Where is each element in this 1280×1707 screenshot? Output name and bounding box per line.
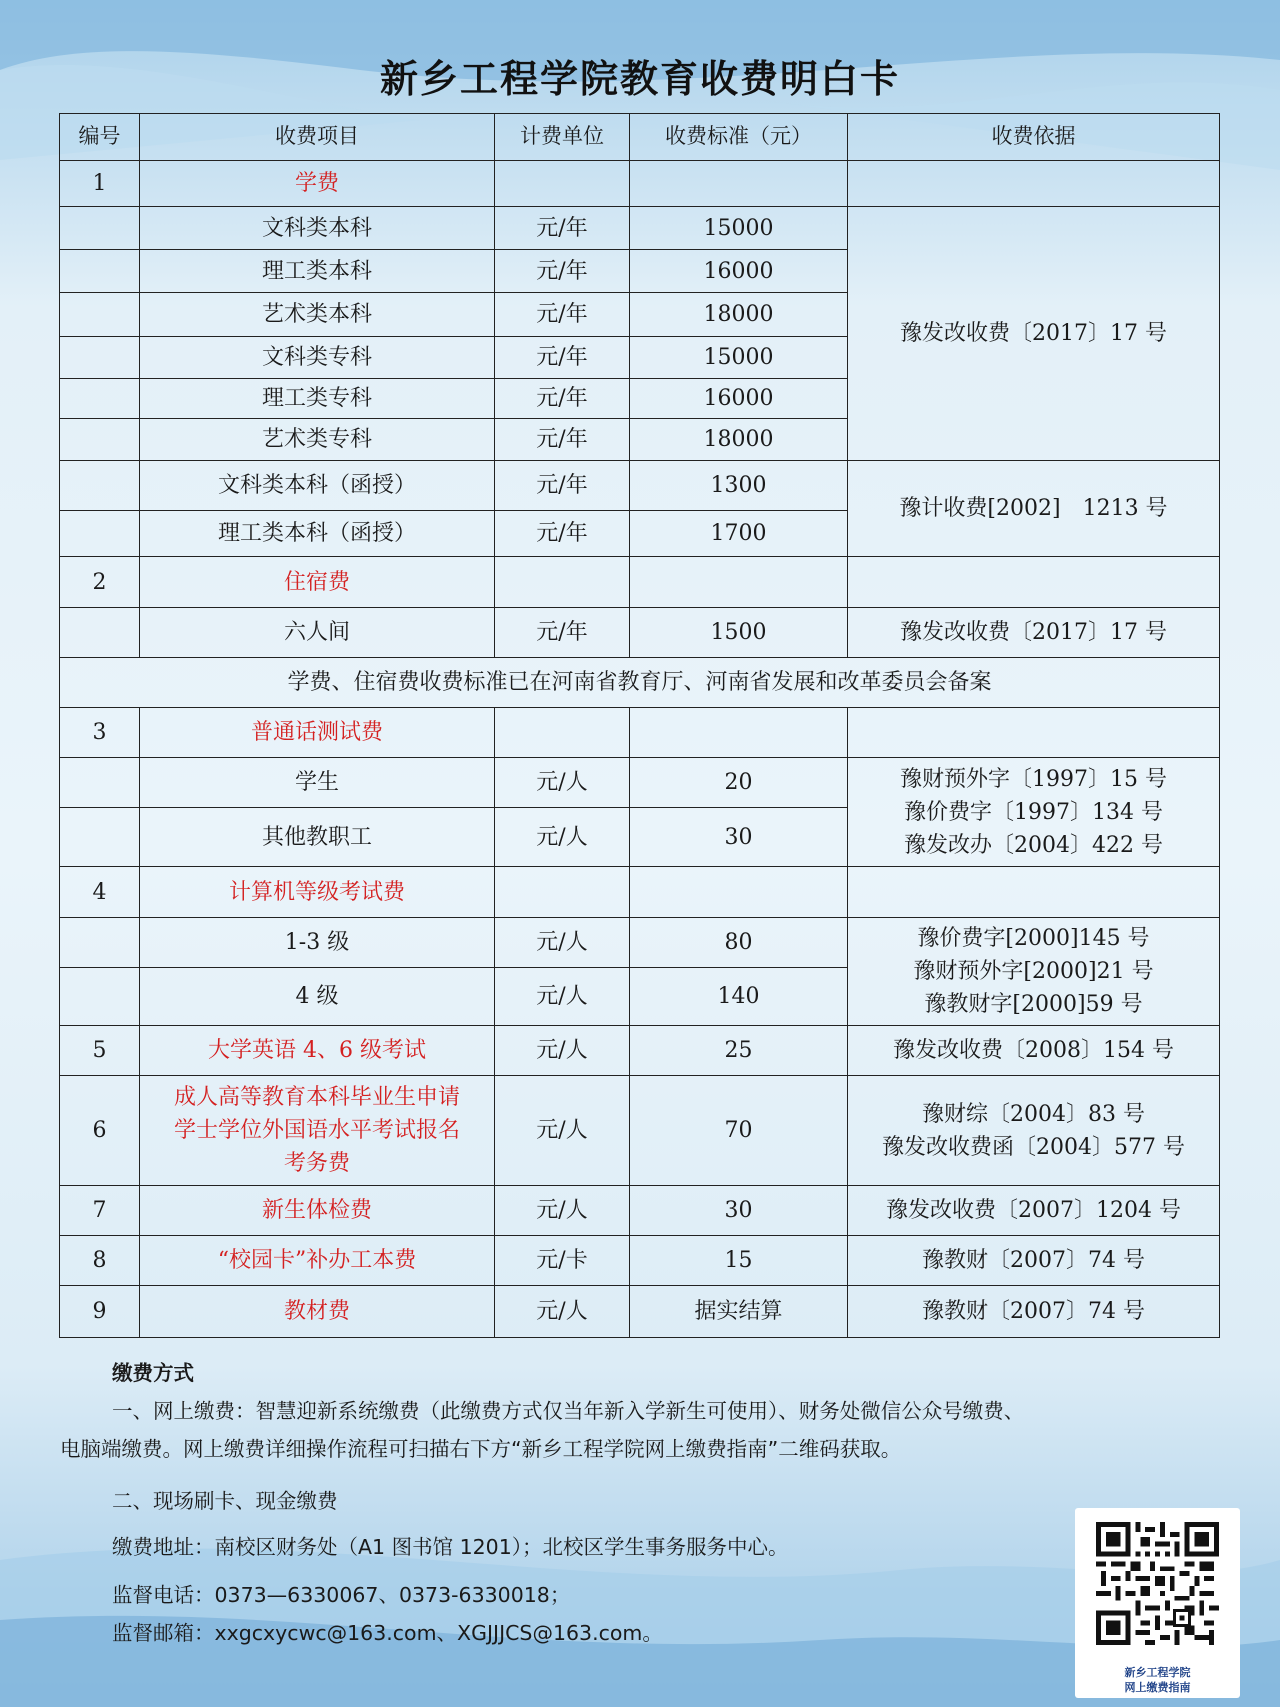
fee-basis: 豫价费字[2000]145 号 豫财预外字[2000]21 号 豫教财字[2000]59 号 (848, 918, 1220, 1026)
fee-item: 学生 (140, 758, 495, 808)
fee-table (59, 113, 1220, 1338)
category-accommodation: 住宿费 (140, 557, 495, 608)
qr-code-icon (1096, 1522, 1219, 1645)
fee-amount: 1300 (630, 461, 848, 511)
fee-amount: 140 (630, 968, 848, 1026)
row-number: 8 (60, 1236, 140, 1286)
table-row-campus-card (60, 1236, 1220, 1286)
fee-amount: 1500 (630, 608, 848, 658)
fee-item: 大学英语 4、6 级考试 (140, 1026, 495, 1076)
fee-item: 文科类本科（函授） (140, 461, 495, 511)
fee-item: 理工类本科 (140, 250, 495, 293)
fee-basis: 豫财预外字〔1997〕15 号 豫价费字〔1997〕134 号 豫发改办〔2004〕422 号 (848, 758, 1220, 867)
payment-address: 缴费地址：南校区财务处（A1 图书馆 1201）；北校区学生事务服务中心。 (112, 1535, 789, 1559)
fee-amount: 16000 (630, 250, 848, 293)
fee-item: 文科类专科 (140, 337, 495, 379)
fee-amount: 18000 (630, 293, 848, 337)
supervision-email: 监督邮箱：xxgcxycwc@163.com、XGJJJCS@163.com。 (112, 1621, 663, 1645)
fee-basis: 豫教财〔2007〕74 号 (848, 1236, 1220, 1286)
fee-amount: 70 (630, 1076, 848, 1186)
fee-item: 4 级 (140, 968, 495, 1026)
header-number: 编号 (60, 114, 140, 161)
table-header-row (60, 114, 1220, 161)
fee-amount: 30 (630, 1186, 848, 1236)
fee-basis: 豫发改收费〔2017〕17 号 (848, 608, 1220, 658)
page-title: 新乡工程学院教育收费明白卡 (379, 57, 900, 101)
table-row-note (60, 658, 1220, 708)
fee-unit: 元/年 (495, 250, 630, 293)
table-row-medical-exam (60, 1186, 1220, 1236)
supervision-phone: 监督电话：0373—6330067、0373-6330018； (112, 1583, 571, 1607)
fee-basis: 豫发改收费〔2008〕154 号 (848, 1026, 1220, 1076)
fee-unit: 元/人 (495, 808, 630, 867)
qr-code-card[interactable] (1075, 1508, 1240, 1698)
fee-item: “校园卡”补办工本费 (140, 1236, 495, 1286)
fee-basis: 豫计收费[2002] 1213 号 (848, 461, 1220, 557)
fee-amount: 20 (630, 758, 848, 808)
fee-amount: 80 (630, 918, 848, 968)
table-row (60, 918, 1220, 968)
table-row-computer-exam (60, 867, 1220, 918)
fee-item: 教材费 (140, 1286, 495, 1338)
fee-unit: 元/人 (495, 1076, 630, 1186)
row-number: 4 (60, 867, 140, 918)
fee-basis: 豫财综〔2004〕83 号 豫发改收费函〔2004〕577 号 (848, 1076, 1220, 1186)
fee-item: 艺术类本科 (140, 293, 495, 337)
fee-unit: 元/人 (495, 1186, 630, 1236)
fee-amount: 据实结算 (630, 1286, 848, 1338)
header-basis: 收费依据 (848, 114, 1220, 161)
row-number: 5 (60, 1026, 140, 1076)
fee-unit: 元/人 (495, 968, 630, 1026)
qr-caption: 新乡工程学院 网上缴费指南 (1124, 1666, 1191, 1694)
fee-amount: 16000 (630, 379, 848, 419)
header-item: 收费项目 (140, 114, 495, 161)
fee-unit: 元/年 (495, 608, 630, 658)
fee-unit: 元/年 (495, 207, 630, 250)
online-payment-line: 一、网上缴费：智慧迎新系统缴费（此缴费方式仅当年新入学新生可使用）、财务处微信公众号缴费、 (112, 1399, 1025, 1423)
online-payment-line-cont: 电脑端缴费。网上缴费详细操作流程可扫描右下方“新乡工程学院网上缴费指南”二维码获取。 (60, 1437, 902, 1461)
fee-amount: 15000 (630, 207, 848, 250)
category-computer-exam: 计算机等级考试费 (140, 867, 495, 918)
fee-unit: 元/人 (495, 1026, 630, 1076)
fee-item: 新生体检费 (140, 1186, 495, 1236)
table-row (60, 461, 1220, 511)
fee-unit: 元/年 (495, 379, 630, 419)
fee-unit: 元/卡 (495, 1236, 630, 1286)
fee-item: 六人间 (140, 608, 495, 658)
fee-unit: 元/人 (495, 918, 630, 968)
fee-item: 理工类专科 (140, 379, 495, 419)
fee-basis: 豫发改收费〔2007〕1204 号 (848, 1186, 1220, 1236)
fee-amount: 25 (630, 1026, 848, 1076)
table-row-mandarin-test (60, 708, 1220, 758)
fee-basis: 豫发改收费〔2017〕17 号 (848, 207, 1220, 461)
table-row-textbooks (60, 1286, 1220, 1338)
row-number: 9 (60, 1286, 140, 1338)
category-tuition: 学费 (140, 161, 495, 207)
fee-unit: 元/年 (495, 419, 630, 461)
table-row (60, 207, 1220, 250)
row-number: 7 (60, 1186, 140, 1236)
fee-item: 1-3 级 (140, 918, 495, 968)
fee-amount: 15 (630, 1236, 848, 1286)
fee-item: 文科类本科 (140, 207, 495, 250)
row-number: 3 (60, 708, 140, 758)
category-mandarin-test: 普通话测试费 (140, 708, 495, 758)
fee-amount: 18000 (630, 419, 848, 461)
table-row-degree-exam (60, 1076, 1220, 1186)
fee-item: 理工类本科（函授） (140, 511, 495, 557)
table-row (60, 608, 1220, 658)
fee-amount: 30 (630, 808, 848, 867)
fee-unit: 元/年 (495, 337, 630, 379)
fee-item: 艺术类专科 (140, 419, 495, 461)
row-number: 1 (60, 161, 140, 207)
header-unit: 计费单位 (495, 114, 630, 161)
row-number: 6 (60, 1076, 140, 1186)
row-number: 2 (60, 557, 140, 608)
fee-unit: 元/人 (495, 758, 630, 808)
fee-basis: 豫教财〔2007〕74 号 (848, 1286, 1220, 1338)
table-row-tuition (60, 161, 1220, 207)
fee-amount: 1700 (630, 511, 848, 557)
table-row (60, 758, 1220, 808)
fee-unit: 元/年 (495, 511, 630, 557)
fee-amount: 15000 (630, 337, 848, 379)
onsite-payment-line: 二、现场刷卡、现金缴费 (112, 1489, 338, 1513)
filing-note: 学费、住宿费收费标准已在河南省教育厅、河南省发展和改革委员会备案 (60, 658, 1220, 708)
fee-item: 成人高等教育本科毕业生申请 学士学位外国语水平考试报名 考务费 (140, 1076, 495, 1186)
table-row-accommodation (60, 557, 1220, 608)
table-row-english-exam (60, 1026, 1220, 1076)
fee-unit: 元/人 (495, 1286, 630, 1338)
header-amount: 收费标准（元） (630, 114, 848, 161)
fee-unit: 元/年 (495, 293, 630, 337)
fee-item: 其他教职工 (140, 808, 495, 867)
payment-heading: 缴费方式 (112, 1361, 194, 1385)
fee-unit: 元/年 (495, 461, 630, 511)
